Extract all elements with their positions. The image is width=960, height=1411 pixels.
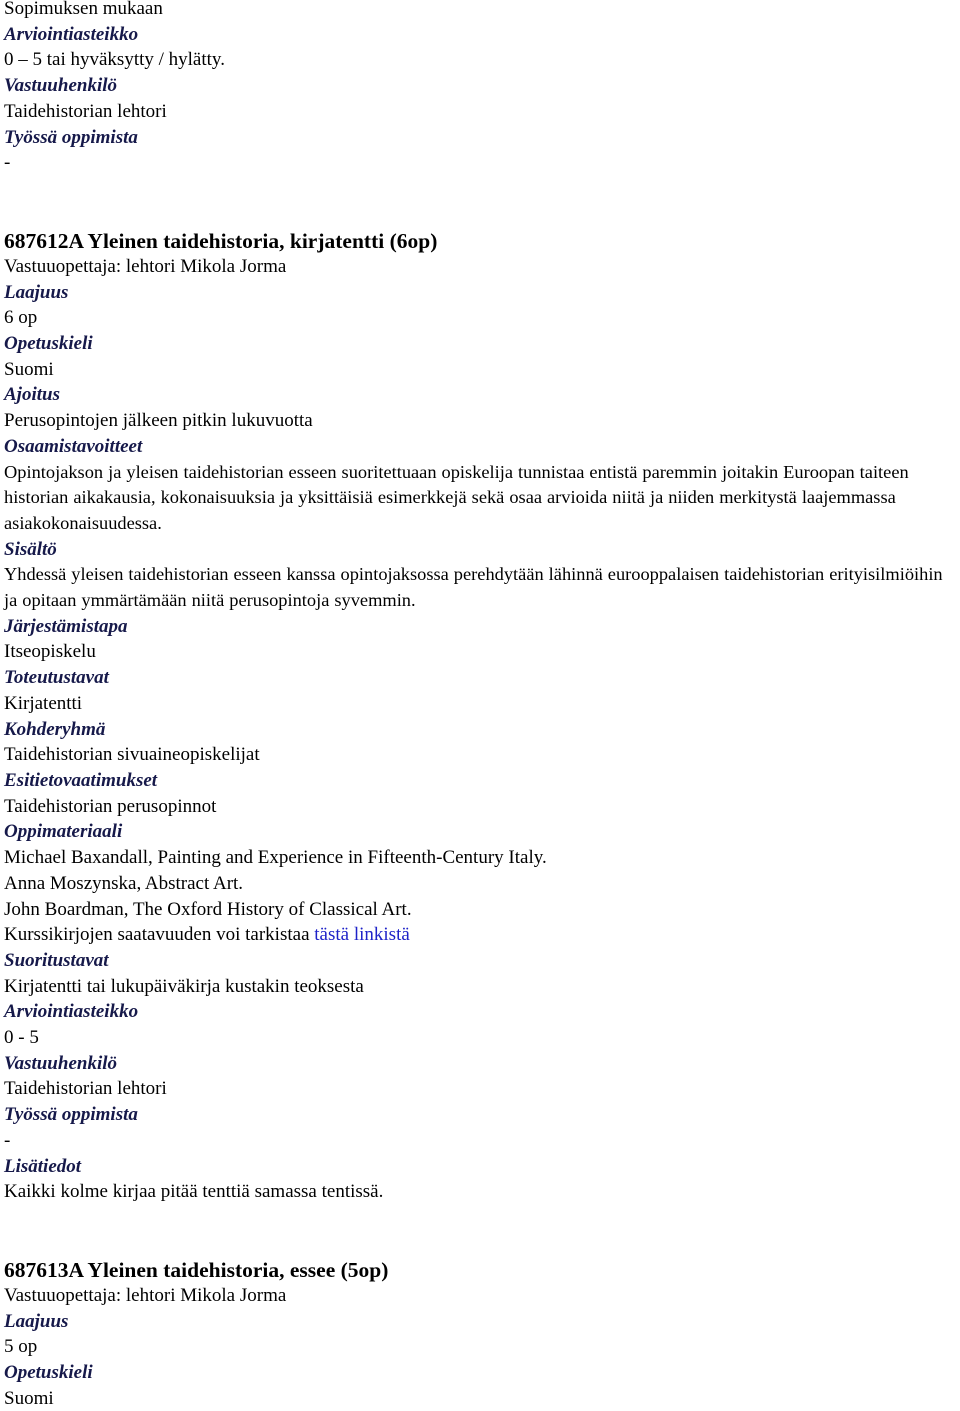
course-teacher: Vastuuopettaja: lehtori Mikola Jorma (4, 255, 287, 277)
document-page (4, 0, 958, 1411)
scope-value: 6 op (4, 307, 38, 329)
prerequisites-label: Esitietovaatimukset (4, 769, 158, 791)
material-item: Michael Baxandall, Painting and Experience in Fifteenth-Century Italy. (4, 847, 547, 869)
work-learning-label: Työssä oppimista (4, 126, 138, 148)
language-label: Opetuskieli (4, 1362, 93, 1384)
prerequisites-value: Taidehistorian perusopinnot (4, 795, 217, 817)
grading-value: 0 – 5 tai hyväksytty / hylätty. (4, 49, 225, 71)
course-title: 687612A Yleinen taidehistoria, kirjatentti (6op) (4, 228, 438, 253)
course-teacher: Vastuuopettaja: lehtori Mikola Jorma (4, 1284, 287, 1306)
grading-label: Arviointiasteikko (4, 1001, 139, 1023)
work-learning-label: Työssä oppimista (4, 1104, 138, 1126)
scope-label: Laajuus (4, 281, 69, 303)
grading-label: Arviointiasteikko (4, 23, 139, 45)
section-spacer (4, 1205, 958, 1257)
language-value: Suomi (4, 1387, 54, 1409)
work-learning-value: - (4, 152, 11, 174)
additional-info-value: Kaikki kolme kirjaa pitää tenttiä samassa tentissä. (4, 1181, 384, 1203)
completion-value: Kirjatentti tai lukupäiväkirja kustakin teoksesta (4, 975, 364, 997)
section-spacer (4, 176, 958, 228)
availability-text: Kurssikirjojen saatavuuden voi tarkistaa (4, 924, 310, 946)
responsible-label: Vastuuhenkilö (4, 1052, 117, 1074)
materials-label: Oppimateriaali (4, 821, 123, 843)
timing-value: Perusopintojen jälkeen pitkin lukuvuotta (4, 410, 313, 432)
material-item: John Boardman, The Oxford History of Classical Art. (4, 898, 412, 920)
grading-value: 0 - 5 (4, 1027, 39, 1049)
completion-label: Suoritustavat (4, 949, 109, 971)
course-title: 687613A Yleinen taidehistoria, essee (5op) (4, 1257, 389, 1282)
language-label: Opetuskieli (4, 333, 93, 355)
responsible-value: Taidehistorian lehtori (4, 1078, 167, 1100)
method-value: Itseopiskelu (4, 641, 96, 663)
target-group-label: Kohderyhmä (4, 718, 106, 740)
implementation-label: Toteutustavat (4, 667, 109, 689)
implementation-value: Kirjatentti (4, 692, 83, 714)
content-label: Sisältö (4, 538, 57, 560)
language-value: Suomi (4, 358, 54, 380)
method-label: Järjestämistapa (4, 615, 128, 637)
target-group-value: Taidehistorian sivuaineopiskelijat (4, 744, 260, 766)
outcomes-text: Opintojakson ja yleisen taidehistorian esseen suoritettuaan opiskelija tunnistaa entistä paremmin joitakin Euroopan taiteen historian aikakausia, kokonaisuuksia ja yksittäisiä esimerkkejä sekä osaa arvioida niitä ja niiden merkitystä laajemmassa asiakokonaisuudessa. (4, 461, 909, 533)
responsible-value: Taidehistorian lehtori (4, 100, 167, 122)
availability-link[interactable]: tästä linkistä (314, 924, 410, 946)
previous-text: Sopimuksen mukaan (4, 0, 163, 19)
responsible-label: Vastuuhenkilö (4, 75, 117, 97)
scope-label: Laajuus (4, 1310, 69, 1332)
content-text: Yhdessä yleisen taidehistorian esseen kanssa opintojaksossa perehdytään lähinnä eurooppalaisen taidehistorian erityisilmiöihin ja opitaan ymmärtämään niitä perusopintoja syvemmin. (4, 564, 943, 611)
timing-label: Ajoitus (4, 384, 60, 406)
outcomes-label: Osaamistavoitteet (4, 435, 143, 457)
additional-info-label: Lisätiedot (4, 1155, 82, 1177)
material-item: Anna Moszynska, Abstract Art. (4, 872, 244, 894)
scope-value: 5 op (4, 1336, 38, 1358)
availability-line (4, 922, 958, 948)
work-learning-value: - (4, 1129, 11, 1151)
